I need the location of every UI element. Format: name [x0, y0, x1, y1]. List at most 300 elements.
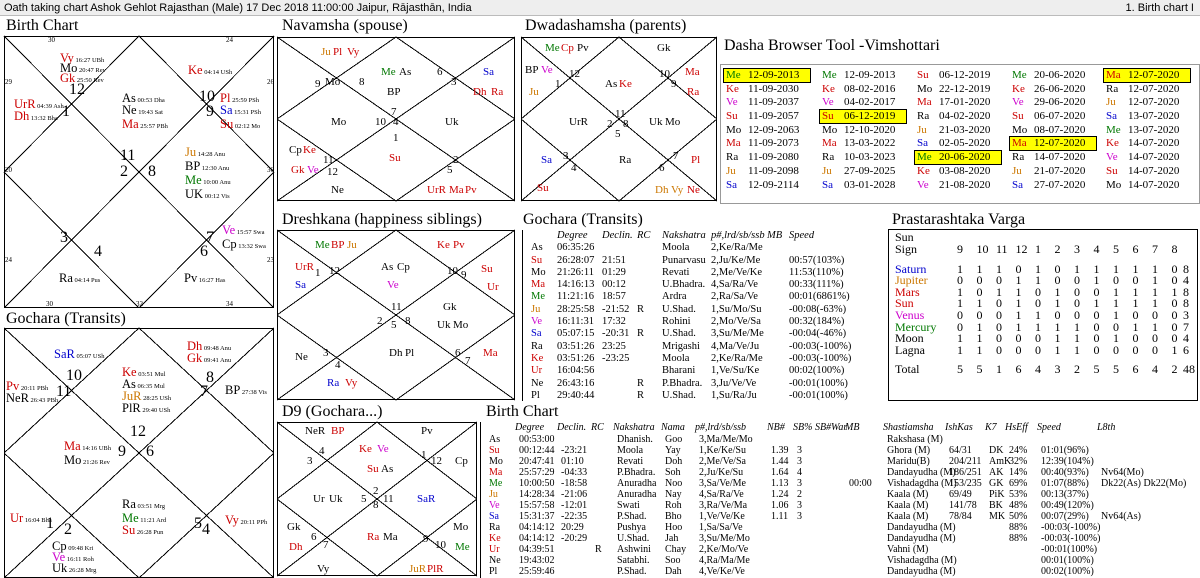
dasha-date: 14-07-2020: [1128, 164, 1180, 177]
table-cell: Ke: [489, 533, 501, 545]
dasha-date: 06-12-2019: [844, 110, 896, 123]
table-cell: R: [637, 303, 645, 315]
dasha-date: 12-09-2013: [748, 69, 800, 81]
table-row: [481, 489, 1200, 500]
pv-bindu: 1: [976, 296, 983, 311]
dasha-lord: Sa: [822, 178, 833, 191]
dasha-date: 14-07-2020: [1128, 137, 1180, 150]
table-cell: U.Bhadra.: [662, 279, 706, 291]
table-cell: 20:47:41: [519, 456, 555, 468]
planet-label: Ke: [303, 144, 316, 156]
planet-degree: 19:43 Sat: [136, 109, 163, 116]
dasha-lord: Ma: [726, 137, 741, 150]
house-number: 6: [455, 347, 461, 359]
pv-bindu: 0: [1074, 296, 1080, 311]
table-cell: 00:02(100%): [1041, 566, 1094, 578]
dasha-lord: Ma: [1106, 69, 1121, 81]
table-cell: -00:03(-100%): [789, 340, 852, 352]
planet-label: Ra 03:51 Mrg: [122, 497, 166, 511]
pv-bindu: 1: [1171, 342, 1178, 357]
pv-row: [895, 342, 1195, 357]
dasha-date: 17-01-2020: [939, 96, 991, 109]
table-cell: -12:01: [561, 500, 588, 512]
dasha-date: 12-10-2020: [844, 123, 896, 136]
pv-planet: Lagna: [895, 342, 925, 357]
planet-label: Pl: [333, 46, 343, 58]
edge-number: 30: [48, 36, 55, 44]
planet-label: Dh: [655, 184, 669, 196]
planet-label: Ra: [491, 86, 504, 98]
pv-row-total: 7: [1183, 319, 1189, 334]
pv-planet: Jupiter: [895, 273, 928, 288]
sign-number: 1: [1035, 241, 1041, 256]
table-cell: Moola: [617, 445, 644, 457]
pv-bindu: 0: [1132, 331, 1139, 346]
house-number: 11: [391, 301, 402, 313]
planet-label: Gk 09:41 Anu: [187, 351, 232, 365]
dasha-lord: Ke: [1012, 82, 1025, 95]
planet-degree: 21:26 Rev: [81, 459, 110, 466]
column-header: IshKas: [945, 422, 973, 433]
pv-row: [895, 261, 1195, 276]
table-cell: 1.24: [771, 489, 789, 501]
pv-bindu: 1: [1074, 342, 1080, 357]
table-cell: BK: [989, 500, 1003, 512]
planet-label: Mo 21:26 Rev: [64, 453, 110, 467]
sign-number: 6: [1132, 241, 1139, 256]
planet-label: Ve: [541, 64, 553, 76]
house-number: 12: [327, 166, 338, 178]
table-cell: Ne: [531, 377, 544, 389]
house-number: 8: [623, 118, 629, 130]
house-number: 10: [447, 265, 458, 277]
navamsha-title: Navamsha (spouse): [282, 17, 408, 34]
planet-label: Ra: [367, 531, 380, 543]
dasha-lord: Ma: [822, 137, 837, 150]
table-cell: Rohini: [662, 316, 691, 328]
planet-label: Ve: [307, 164, 319, 176]
planet-label: Uk: [329, 493, 343, 505]
table-cell: 17:32: [602, 316, 626, 328]
pv-bindu: 1: [1171, 284, 1178, 299]
table-cell: -00:03(-100%): [1041, 533, 1101, 545]
dasha-lord: Mo: [822, 123, 838, 136]
table-cell: -00:01(100%): [1041, 544, 1098, 556]
house-number: 2: [120, 163, 128, 180]
table-cell: -22:35: [561, 511, 588, 523]
pv-row-total: 4: [1183, 273, 1189, 288]
planet-label: Uk: [445, 116, 459, 128]
table-cell: Jah: [665, 533, 679, 545]
table-cell: Dk22(As) Dk22(Mo): [1101, 478, 1187, 490]
table-cell: Ra: [489, 522, 501, 534]
birth-table-title: Birth Chart: [486, 403, 559, 420]
table-row: [523, 304, 886, 316]
planet-label: Gk: [291, 164, 305, 176]
pv-bindu: 1: [1113, 261, 1119, 276]
table-cell: Su: [531, 254, 543, 266]
gochara-chart: [4, 328, 274, 578]
column-header: Shastiamsha: [883, 422, 934, 433]
table-cell: 11:21:16: [557, 291, 594, 303]
planet-label: Uk: [437, 319, 451, 331]
pv-bindu: 1: [1054, 319, 1061, 334]
table-cell: 3: [797, 478, 802, 490]
table-row: [523, 390, 886, 402]
table-cell: Pushya: [617, 522, 646, 534]
pv-bindu: 0: [976, 284, 983, 299]
view-label[interactable]: 1. Birth chart I: [1125, 2, 1194, 14]
house-number: Mo: [325, 76, 341, 88]
table-cell: As: [489, 434, 501, 446]
table-cell: 3,Su/Me/Me: [711, 328, 764, 340]
table-cell: 00:57(103%): [789, 254, 845, 266]
table-cell: Vahni (M): [887, 544, 929, 556]
planet-label: UK 00:12 Vis: [185, 187, 230, 201]
table-cell: As: [531, 242, 543, 254]
dasha-date: 03-01-2028: [844, 178, 896, 191]
table-cell: Mrigashi: [662, 340, 700, 352]
table-cell: 1,Sa/Sa/Ve: [699, 522, 743, 534]
table-cell: MK: [989, 511, 1006, 523]
pv-planet: Mars: [895, 284, 920, 299]
pv-bindu: 0: [1093, 331, 1100, 346]
table-cell: P.Bhadra.: [662, 377, 703, 389]
planet-degree: 14:16 UBh: [80, 445, 112, 452]
planet-label: Dh: [289, 541, 303, 553]
table-cell: Nv64(As): [1101, 511, 1141, 523]
planet-label: Pv 20:11 PBh: [6, 379, 49, 393]
pv-row: [895, 298, 1195, 310]
dasha-lord: Ma: [1012, 137, 1027, 150]
pv-bindu: 0: [1015, 261, 1022, 276]
gochara-table-title: Gochara (Transits): [523, 211, 643, 228]
house-number: 8: [405, 315, 411, 327]
table-cell: Dah: [665, 566, 682, 578]
table-cell: Noo: [665, 478, 683, 490]
dasha-date: 03-08-2020: [939, 164, 991, 177]
house-number: 8: [206, 369, 214, 386]
dasha-date: 11-09-2073: [748, 137, 799, 150]
house-number: 1: [393, 132, 399, 144]
pv-bindu: 0: [957, 307, 963, 322]
house-number: 6: [146, 443, 154, 460]
dasha-date: 06-07-2020: [1034, 110, 1086, 123]
pv-total: 3: [1054, 362, 1061, 377]
dasha-lord: Sa: [1012, 178, 1023, 191]
table-cell: 1.11: [771, 511, 789, 523]
table-cell: Nay: [665, 489, 682, 501]
pv-bindu: 0: [1132, 273, 1139, 288]
pv-bindu: 0: [976, 307, 983, 322]
table-cell: Ma: [489, 467, 503, 479]
house-number: 12: [130, 423, 146, 440]
pv-bindu: 1: [996, 284, 1002, 299]
dasha-date: 12-07-2020: [1128, 82, 1180, 95]
table-cell: 2,Ke/Ra/Me: [711, 352, 763, 364]
table-row: [481, 445, 1200, 456]
house-number: 4: [393, 116, 399, 128]
table-cell: 00:49(120%): [1041, 500, 1094, 512]
pv-row-total: 8: [1183, 284, 1189, 299]
planet-degree: 27:38 Vis: [240, 389, 267, 396]
table-cell: 50%: [1009, 511, 1028, 523]
dasha-date: 11-09-2030: [748, 82, 799, 95]
table-cell: 26:43:16: [557, 377, 595, 389]
planet-label: Ma: [383, 531, 398, 543]
planet-label: Sa 15:31 PSh: [220, 103, 262, 117]
house-number: 4: [202, 521, 210, 538]
column-header: Nama: [661, 422, 685, 433]
planet-degree: 02:12 Mo: [233, 123, 261, 130]
table-cell: Sa: [531, 328, 542, 340]
dasha-lord: Ke: [822, 82, 835, 95]
planet-label: Mo: [453, 521, 469, 533]
prastarashtaka-table: [895, 232, 1195, 376]
dasha-lord: Me: [1106, 123, 1121, 136]
pv-bindu: 1: [1074, 261, 1080, 276]
planet-degree: 09:41 Anu: [202, 357, 232, 364]
table-cell: 00:40(93%): [1041, 467, 1089, 479]
dasha-lord: Ve: [726, 96, 738, 109]
dasha-date: 06-12-2019: [939, 69, 991, 81]
house-number: 3: [323, 347, 329, 359]
pv-total: 4: [1035, 362, 1041, 377]
house-number: 5: [615, 128, 621, 140]
table-cell: 53%: [1009, 489, 1028, 501]
table-cell: Pl: [531, 389, 540, 401]
dasha-lord: Ve: [1106, 151, 1118, 164]
planet-degree: 15:57 Swa: [235, 229, 265, 236]
planet-label: Ke: [619, 78, 632, 90]
table-cell: Ashwini: [617, 544, 651, 556]
planet-label: Pv 16:27 Has: [184, 271, 226, 285]
dwadashamsha-chart: [521, 37, 717, 201]
column-header: Speed: [789, 230, 815, 241]
planet-label: Gk: [287, 521, 301, 533]
house-number: 9: [206, 103, 214, 120]
table-cell: 03:51:26: [557, 340, 595, 352]
pv-planet: Saturn: [895, 261, 927, 276]
planet-label: Ke 03:51 Mul: [122, 365, 166, 379]
planet-label: As: [605, 78, 618, 90]
house-number: 12: [431, 455, 442, 467]
table-cell: 26:28:07: [557, 254, 595, 266]
planet-degree: 14:28 Anu: [196, 151, 226, 158]
table-cell: -00:01(100%): [789, 389, 848, 401]
planet-label: UrR: [427, 184, 446, 196]
table-cell: Dandayudha (M): [887, 566, 956, 578]
dasha-date: 14-07-2020: [1128, 151, 1180, 164]
table-cell: 1.06: [771, 500, 789, 512]
table-cell: Ma: [531, 279, 545, 291]
planet-label: Pl: [691, 154, 701, 166]
pv-bindu: 0: [1054, 273, 1061, 288]
edge-number: 34: [226, 300, 233, 308]
pv-row: [895, 333, 1195, 345]
table-cell: 01:01(96%): [1041, 445, 1089, 457]
dasha-date: 14-07-2020: [1034, 151, 1086, 164]
planet-label: Su: [389, 152, 401, 164]
table-cell: Ghora (M): [887, 445, 931, 457]
planet-label: Ma: [449, 184, 464, 196]
table-cell: U.Shad.: [662, 328, 696, 340]
planet-label: As 06:35 Mul: [122, 377, 165, 391]
table-row: [523, 267, 886, 279]
table-cell: Ur: [489, 544, 500, 556]
planet-degree: 16:27 Has: [197, 277, 226, 284]
table-cell: 04:39:51: [519, 544, 555, 556]
planet-degree: 16:27 UBh: [73, 57, 105, 64]
table-cell: DK: [989, 445, 1004, 457]
planet-label: Sa: [295, 279, 306, 291]
column-header: p#,lrd/sb/ssb: [711, 230, 765, 241]
pv-row-total: 4: [1183, 331, 1189, 346]
planet-label: UrR: [569, 116, 588, 128]
planet-label: Dh: [389, 347, 403, 359]
planet-degree: 00:12 Vis: [203, 193, 230, 200]
column-header: Nakshatra: [662, 230, 706, 241]
pv-bindu: 0: [1035, 296, 1041, 311]
table-cell: Anuradha: [617, 489, 657, 501]
planet-label: Ve: [377, 443, 389, 455]
column-header: Declin.: [602, 230, 633, 241]
house-number: 11: [56, 383, 72, 400]
table-cell: 1,Ve/Ve/Ke: [699, 511, 745, 523]
table-cell: 3: [797, 500, 802, 512]
table-cell: Kaala (M): [887, 500, 929, 512]
table-cell: Dandayudha (M): [887, 533, 956, 545]
planet-degree: 04:39 Ash: [35, 103, 64, 110]
table-cell: 4,Ma/Ve/Ju: [711, 340, 760, 352]
planet-label: Ur 16:04 Bha: [10, 511, 52, 525]
table-cell: 153/235: [949, 478, 982, 490]
table-cell: Su: [489, 445, 500, 457]
planet-label: Vy: [317, 563, 330, 575]
pv-bindu: 0: [996, 307, 1002, 322]
table-row: [481, 478, 1200, 489]
dasha-date: 20-06-2020: [1034, 69, 1086, 81]
column-header: NB#: [767, 422, 785, 433]
dasha-lord: Ra: [1012, 151, 1025, 164]
pv-label: Sign: [895, 241, 918, 256]
dasha-lord: Ju: [1106, 96, 1116, 109]
table-cell: 1.44: [771, 456, 789, 468]
planet-degree: 06:35 Mul: [135, 383, 165, 390]
table-cell: AmK: [989, 456, 1012, 468]
table-cell: 16:11:31: [557, 316, 594, 328]
table-cell: 25:59:46: [519, 566, 555, 578]
planet-label: Sa: [541, 154, 552, 166]
planet-degree: 20:47 Rev: [77, 67, 106, 74]
dasha-lord: Mo: [1106, 178, 1122, 191]
table-cell: 29:40:44: [557, 389, 595, 401]
planet-degree: 03:51 Mul: [136, 371, 166, 378]
table-cell: -21:06: [561, 489, 588, 501]
house-number: 5: [391, 319, 397, 331]
column-header: K7: [985, 422, 997, 433]
pv-signs: [895, 241, 1195, 264]
pv-bindu: 1: [1093, 296, 1100, 311]
planet-label: Su 26:28 Pun: [122, 523, 164, 537]
table-cell: 00:00: [849, 478, 872, 490]
dasha-lord: Ke: [726, 82, 739, 95]
pv-row-total: 8: [1183, 296, 1189, 311]
column-header: L8th: [1097, 422, 1116, 433]
planet-label: Me: [381, 66, 396, 78]
house-number: 9: [671, 78, 677, 90]
sign-number: 9: [957, 241, 963, 256]
gochara-table: [522, 230, 886, 401]
dreshkana-chart: [277, 230, 515, 400]
house-number: 10: [435, 539, 446, 551]
sign-number: 12: [1015, 241, 1028, 256]
planet-label: Pv: [421, 425, 433, 437]
planet-degree: 04:14 Pus: [72, 277, 101, 284]
column-header: MB: [767, 230, 783, 241]
pv-bindu: 0: [1074, 284, 1080, 299]
birth-table-header: [481, 422, 1200, 434]
table-cell: Rakshasa (M): [887, 434, 943, 446]
pv-total: 2: [1074, 362, 1080, 377]
planet-label: Sa: [483, 66, 494, 78]
table-cell: -00:04(-46%): [789, 328, 847, 340]
pv-bindu: 1: [1035, 319, 1041, 334]
dasha-date: 11-09-2037: [748, 96, 799, 109]
table-cell: Ju: [489, 489, 498, 501]
dasha-lord: Mo: [726, 123, 742, 136]
dasha-lord: Ke: [1106, 137, 1119, 150]
table-cell: 2,Me/Ve/Ke: [711, 266, 763, 278]
table-cell: U.Shad.: [617, 533, 650, 545]
table-cell: Soo: [665, 555, 681, 567]
table-cell: 05:07:15: [557, 328, 595, 340]
planet-label: As: [381, 463, 394, 475]
pv-bindu: 1: [1132, 319, 1139, 334]
edge-number: 23: [267, 256, 274, 264]
pv-bindu: 0: [1035, 342, 1041, 357]
table-cell: Doh: [665, 456, 683, 468]
planet-label: Vy: [671, 184, 684, 196]
column-header: SB#: [815, 422, 832, 433]
table-cell: Ne: [489, 555, 501, 567]
table-cell: Moola: [662, 352, 690, 364]
house-number: 1: [315, 267, 321, 279]
table-cell: 23:25: [602, 340, 626, 352]
planet-label: As: [399, 66, 412, 78]
pv-bindu: 0: [1113, 273, 1119, 288]
planet-label: Me 11:21 Ard: [122, 511, 167, 525]
pv-bindu: 0: [1093, 319, 1100, 334]
dasha-lord: Ju: [917, 123, 927, 136]
planet-degree: 09:48 Kri: [66, 545, 94, 552]
pv-bindu: 0: [1152, 342, 1158, 357]
planet-label: Ra: [619, 154, 632, 166]
table-cell: Maridu(B): [887, 456, 930, 468]
table-cell: Ke: [531, 352, 544, 364]
planet-degree: 12:30 Anu: [200, 165, 230, 172]
table-cell: P.Bhadra.: [617, 467, 656, 479]
table-cell: -00:03(-100%): [1041, 522, 1101, 534]
sign-number: 7: [1152, 241, 1158, 256]
planet-label: BP: [331, 239, 345, 251]
pv-total: 5: [1093, 362, 1100, 377]
table-cell: 4: [797, 467, 802, 479]
planet-label: UrR 04:39 Ash: [14, 97, 64, 111]
column-header: Nakshatra: [613, 422, 655, 433]
pv-bindu: 0: [1171, 331, 1178, 346]
table-cell: Chay: [665, 544, 687, 556]
